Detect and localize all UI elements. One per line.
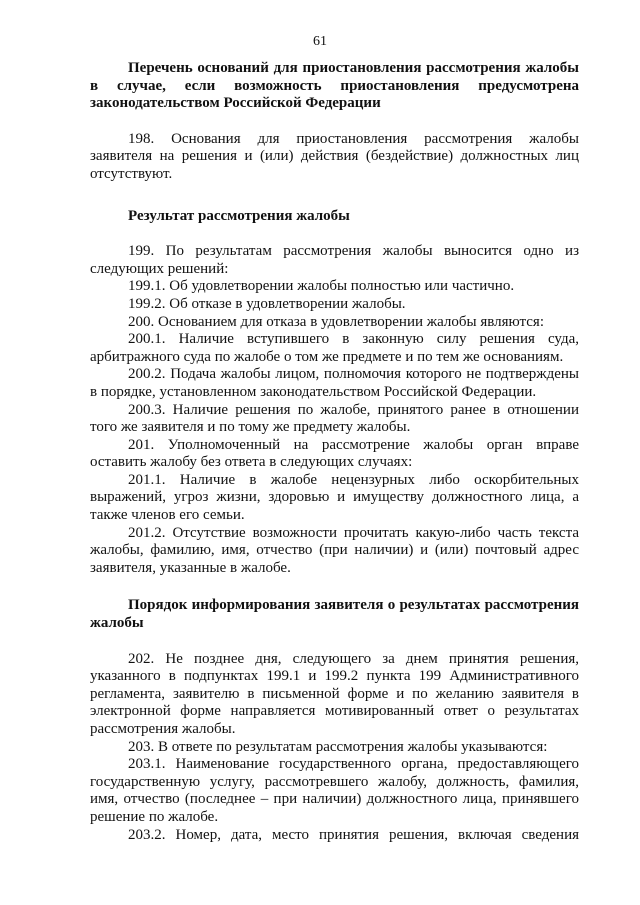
paragraph-200-3: 200.3. Наличие решения по жалобе, принятого ранее в отношении того же заявителя и по тому же предмету жалобы. bbox=[90, 401, 579, 436]
paragraph-203-2: 203.2. Номер, дата, место принятия решения, включая сведения bbox=[128, 826, 579, 843]
paragraph-199: 199. По результатам рассмотрения жалобы выносится одно из следующих решений: bbox=[90, 243, 579, 277]
section-heading-result: Результат рассмотрения жалобы bbox=[128, 207, 350, 224]
paragraph-201-2: 201.2. Отсутствие возможности прочитать какую-либо часть текста жалобы, фамилию, имя, отчество (при наличии) и (или) почтовый адрес заявителя, указанные в жалобе. bbox=[90, 524, 579, 576]
paragraph-199-2: 199.2. Об отказе в удовлетворении жалобы. bbox=[128, 295, 406, 312]
paragraph-200-1: 200.1. Наличие вступившего в законную силу решения суда, арбитражного суда по жалобе о том же предмете и по тем же основаниям. bbox=[90, 331, 579, 365]
paragraph-199-1: 199.1. Об удовлетворении жалобы полностью или частично. bbox=[128, 278, 515, 295]
paragraph-200: 200. Основанием для отказа в удовлетворении жалобы являются: bbox=[128, 313, 545, 330]
section-heading-suspension: Перечень оснований для приостановления рассмотрения жалобы в случае, если возможность приостановления предусмотрена законодательством Российской Федерации bbox=[90, 60, 579, 112]
section-heading-informing: Порядок информирования заявителя о результатах рассмотрения жалобы bbox=[90, 597, 579, 632]
page-number: 61 bbox=[313, 34, 327, 49]
paragraph-198: 198. Основания для приостановления рассмотрения жалобы заявителя на решения и (или) действия (бездействие) должностных лиц отсутствуют. bbox=[90, 130, 579, 182]
paragraph-202: 202. Не позднее дня, следующего за днем принятия решения, указанного в подпунктах 199.1 и 199.2 пункта 199 Административного регламента, заявителю в письменной форме и по желанию заявителя в электронной форме направляется мотивированный ответ о результатах рассмотрения жалобы. bbox=[90, 650, 579, 737]
paragraph-200-2: 200.2. Подача жалобы лицом, полномочия которого не подтверждены в порядке, установленном законодательством Российской Федерации. bbox=[90, 366, 579, 400]
page-content bbox=[90, 60, 579, 844]
paragraph-203: 203. В ответе по результатам рассмотрения жалобы указываются: bbox=[128, 738, 548, 755]
paragraph-201-1: 201.1. Наличие в жалобе нецензурных либо оскорбительных выражений, угроз жизни, здоровью и имуществу должностного лица, а также членов его семьи. bbox=[90, 471, 579, 524]
paragraph-201: 201. Уполномоченный на рассмотрение жалобы орган вправе оставить жалобу без ответа в следующих случаях: bbox=[90, 436, 579, 471]
paragraph-203-1: 203.1. Наименование государственного органа, предоставляющего государственную услугу, рассмотревшего жалобу, должность, фамилия, имя, отчество (последнее – при наличии) должностного лица, принявшего решение по жалобе. bbox=[90, 756, 579, 825]
